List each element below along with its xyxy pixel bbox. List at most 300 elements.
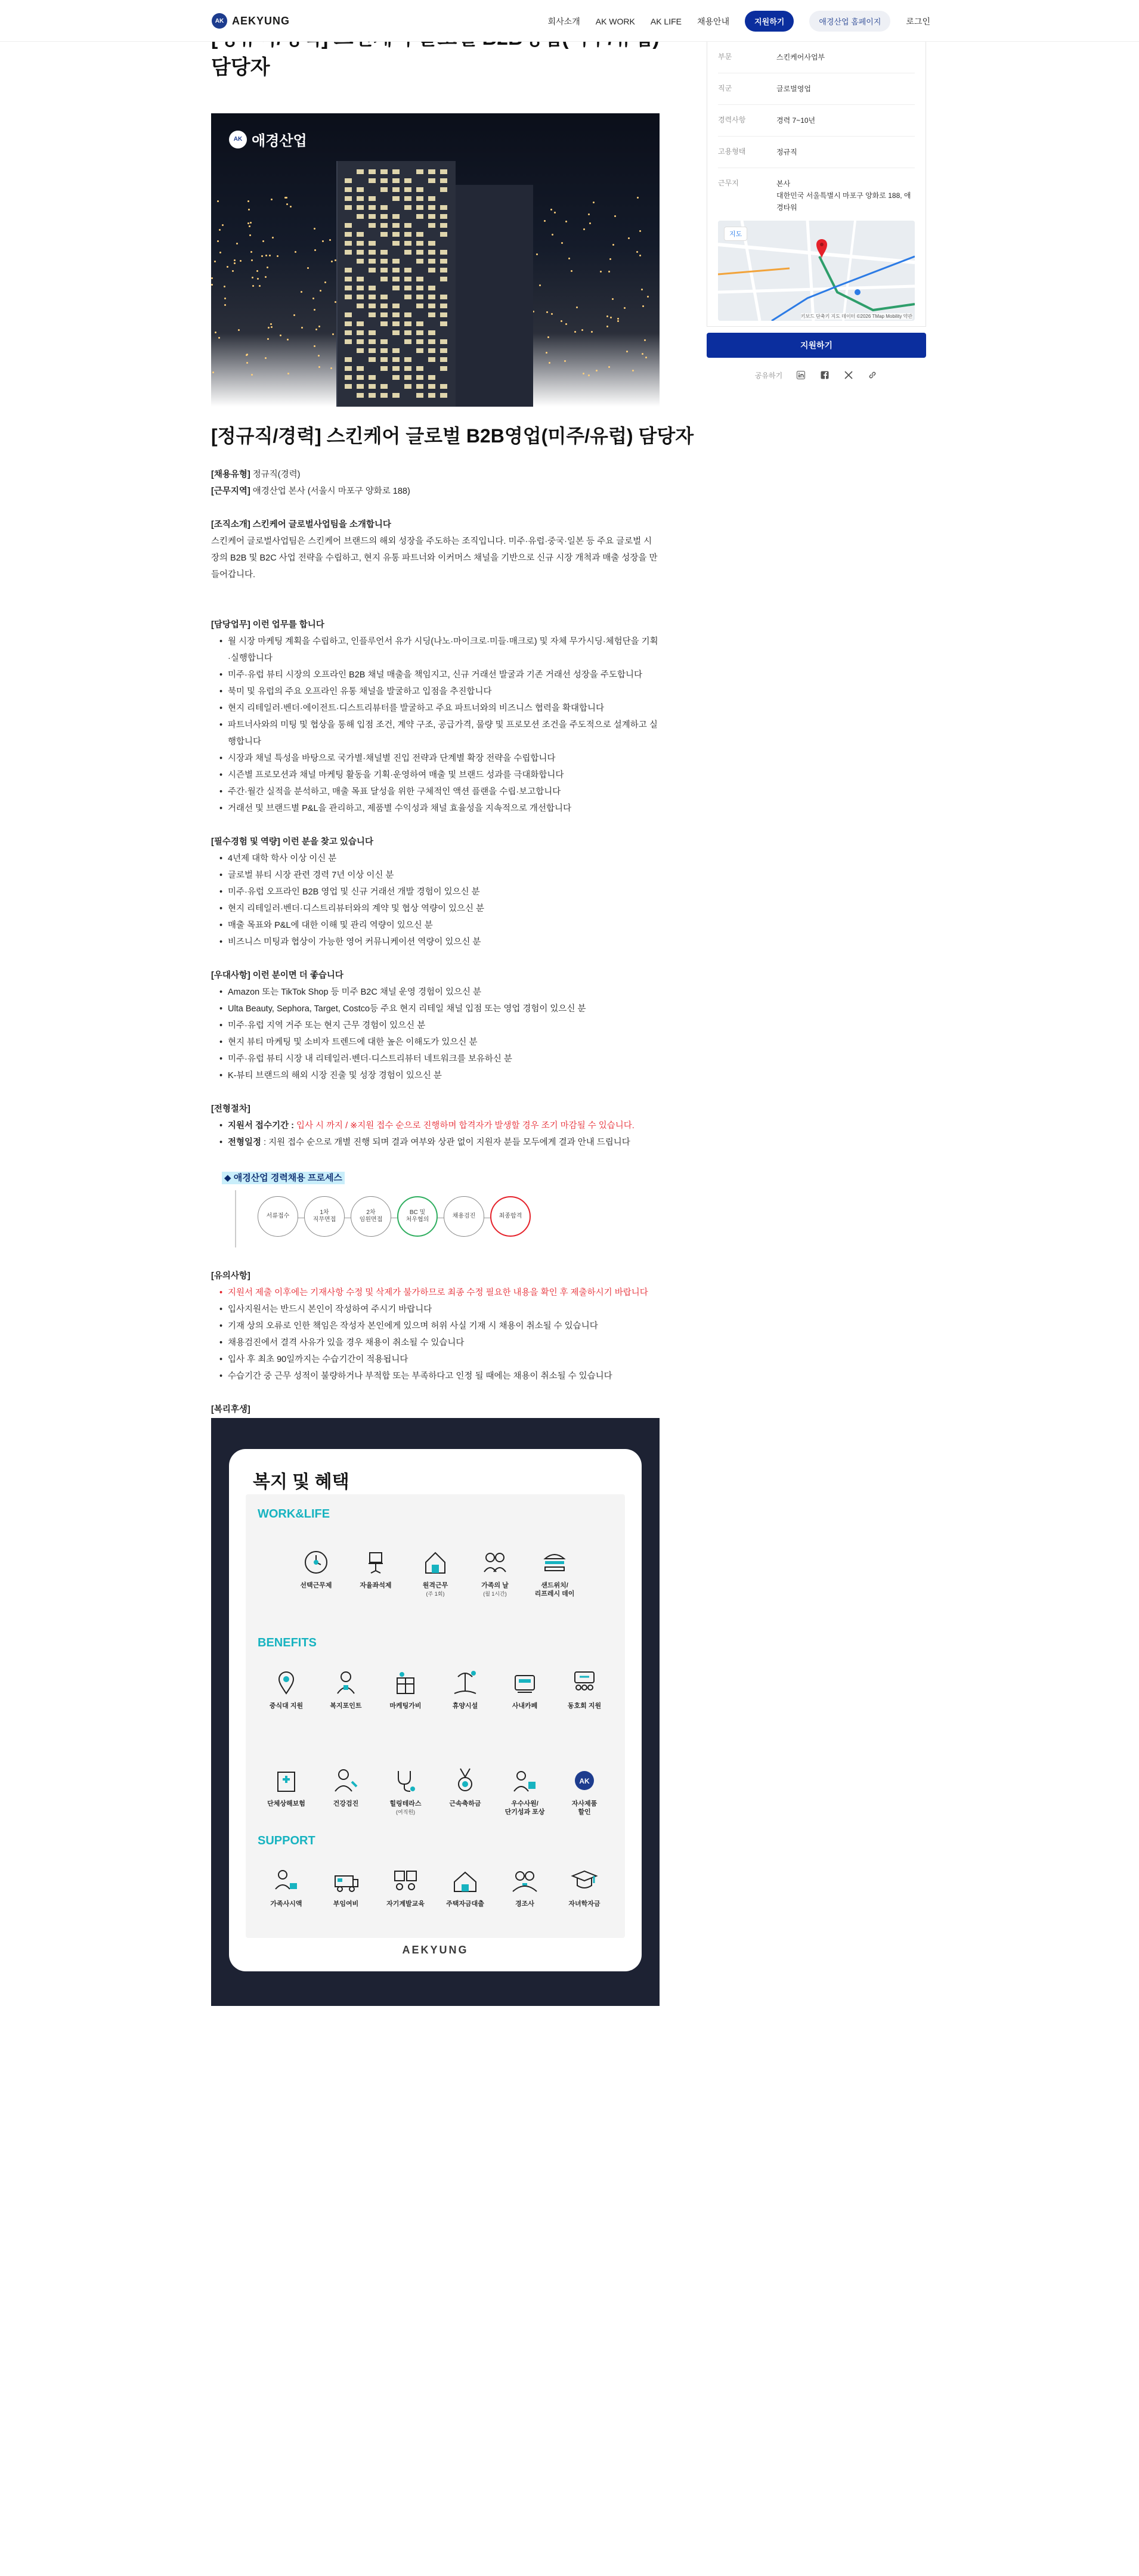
window-light — [380, 393, 388, 398]
street-light — [588, 374, 590, 376]
street-light — [280, 335, 281, 336]
benefit-section-title: WORK&LIFE — [258, 1507, 330, 1521]
apply-button[interactable]: 지원하기 — [707, 333, 926, 358]
window-light — [369, 205, 376, 210]
window-light — [428, 375, 435, 380]
street-light — [238, 329, 240, 331]
list-item: • 북미 및 유럽의 주요 오프라인 유통 채널을 발굴하고 입점을 추진합니다 — [219, 683, 660, 700]
header-apply-button[interactable]: 지원하기 — [745, 11, 794, 32]
window-light — [345, 330, 352, 335]
street-light — [608, 366, 610, 368]
window-light — [440, 277, 447, 281]
schedule-label: 전형일정 — [228, 1138, 262, 1147]
home-loan-icon — [450, 1865, 481, 1896]
club-icon — [569, 1667, 600, 1698]
street-light — [224, 298, 226, 299]
window-light — [440, 205, 447, 210]
street-light — [250, 251, 252, 253]
window-light — [404, 178, 411, 183]
window-light — [428, 357, 435, 362]
benefit-item — [559, 1765, 609, 1816]
house-icon — [420, 1547, 451, 1578]
req-list — [211, 850, 660, 950]
summary-row: 경력사항 경력 7~10년 — [718, 105, 915, 137]
duties-list — [211, 633, 660, 817]
sandwich-icon — [539, 1547, 570, 1578]
window-light — [440, 393, 447, 398]
window-light — [357, 286, 364, 290]
benefit-sublabel: (주 1회) — [426, 1591, 445, 1597]
benefit-item — [440, 1765, 490, 1816]
street-light — [591, 331, 593, 333]
window-light — [380, 187, 388, 192]
window-light — [357, 393, 364, 398]
window-light — [380, 268, 388, 273]
benefit-label: 원격근무 — [422, 1582, 448, 1589]
list-item: • 입사지원서는 반드시 본인이 작성하여 주시기 바랍니다 — [219, 1301, 660, 1318]
benefit-item — [380, 1667, 431, 1710]
street-light — [600, 271, 602, 273]
street-light — [269, 255, 271, 256]
list-item: • 글로벌 뷰티 시장 관련 경력 7년 이상 이신 분 — [219, 867, 660, 884]
share-label: 공유하기 — [754, 371, 783, 380]
window-light — [404, 330, 411, 335]
duties-title: [담당업무] 이런 업무를 합니다 — [211, 620, 324, 630]
window-light — [416, 259, 423, 264]
window-light — [345, 277, 352, 281]
benefit-label: 근속축하금 — [449, 1800, 481, 1807]
benefit-item — [530, 1547, 580, 1598]
window-light — [416, 339, 423, 344]
list-item: • 입사 후 최초 90일까지는 수습기간이 적용됩니다 — [219, 1351, 660, 1368]
street-light — [234, 262, 236, 264]
street-light — [606, 326, 608, 327]
street-light — [270, 323, 272, 325]
street-light — [639, 230, 641, 232]
benefit-section-title: BENEFITS — [258, 1636, 317, 1649]
benefit-item — [291, 1547, 341, 1598]
window-light — [369, 259, 376, 264]
street-light — [565, 221, 567, 222]
street-light — [293, 314, 295, 316]
street-light — [246, 362, 248, 364]
street-light — [644, 339, 646, 341]
logo[interactable] — [212, 13, 290, 29]
street-light — [211, 277, 213, 279]
window-light — [345, 223, 352, 228]
street-light — [583, 373, 584, 374]
window-light — [392, 393, 400, 398]
benefit-label: 복지포인트 — [330, 1702, 362, 1710]
logo-mark-icon: AK — [212, 13, 227, 29]
window-light — [357, 241, 364, 246]
street-light — [211, 284, 213, 286]
window-light — [404, 205, 411, 210]
window-light — [392, 375, 400, 380]
window-light — [369, 339, 376, 344]
process-info — [211, 1117, 660, 1151]
window-light — [380, 339, 388, 344]
benefit-label: 가족사시액 — [270, 1900, 302, 1908]
window-light — [428, 286, 435, 290]
window-light — [416, 348, 423, 353]
window-light — [380, 366, 388, 371]
process-step: BC 및 처우협의 — [397, 1196, 438, 1237]
window-light — [404, 339, 411, 344]
window-light — [357, 330, 364, 335]
street-light — [614, 215, 616, 217]
window-light — [428, 259, 435, 264]
window-light — [440, 169, 447, 174]
street-light — [219, 229, 221, 231]
window-light — [416, 241, 423, 246]
bus-icon — [330, 1865, 361, 1896]
window-light — [369, 357, 376, 362]
street-light — [550, 209, 552, 210]
street-light — [271, 199, 273, 200]
benefit-item — [380, 1865, 431, 1908]
street-light — [552, 234, 553, 236]
window-light — [404, 187, 411, 192]
window-light — [357, 259, 364, 264]
street-light — [565, 323, 567, 325]
street-light — [262, 240, 264, 242]
window-light — [440, 295, 447, 299]
list-item: • 현지 뷰티 마케팅 및 소비자 트렌드에 대한 높은 이해도가 있으신 분 — [219, 1034, 660, 1051]
window-light — [357, 187, 364, 192]
street-light — [227, 266, 228, 268]
street-light — [318, 326, 320, 327]
street-light — [248, 209, 250, 210]
benefit-label: 경조사 — [515, 1900, 534, 1908]
nav-ak-work[interactable]: AK WORK — [595, 16, 635, 26]
benefit-label: 선택근무제 — [300, 1582, 332, 1589]
window-light — [380, 232, 388, 237]
clock-icon — [301, 1547, 332, 1578]
street-light — [217, 240, 219, 242]
window-light — [416, 196, 423, 201]
street-light — [250, 222, 252, 224]
street-light — [639, 255, 641, 256]
window-light — [380, 321, 388, 326]
street-light — [624, 307, 626, 309]
window-light — [392, 268, 400, 273]
window-light — [357, 384, 364, 389]
street-light — [232, 270, 234, 272]
window-light — [428, 196, 435, 201]
window-light — [369, 250, 376, 255]
benefit-item — [321, 1667, 371, 1710]
link-icon[interactable] — [867, 370, 878, 380]
process-step: 채용검진 — [444, 1196, 484, 1237]
window-light — [380, 178, 388, 183]
benefits-panel — [246, 1494, 625, 1938]
family-support-icon — [271, 1865, 302, 1896]
benefit-row — [246, 1865, 625, 1908]
list-item: • 지원서 제출 이후에는 기재사항 수정 및 삭제가 불가하므로 최종 수정 필요한 내용을 확인 후 제출하시기 바랍니다 — [219, 1284, 660, 1301]
street-light — [642, 305, 644, 307]
window-light — [404, 241, 411, 246]
window-light — [416, 286, 423, 290]
job-description — [211, 466, 660, 1151]
type-value: 정규직(경력) — [252, 470, 301, 479]
window-light — [369, 268, 376, 273]
street-light — [551, 313, 553, 315]
nav-ak-life[interactable]: AK LIFE — [650, 16, 682, 26]
window-light — [440, 384, 447, 389]
window-light — [416, 375, 423, 380]
benefit-item — [500, 1667, 550, 1710]
window-light — [345, 339, 352, 344]
notice-section — [211, 1268, 660, 1418]
benefit-label: 부임여비 — [333, 1900, 359, 1908]
street-light — [271, 326, 273, 328]
window-light — [369, 178, 376, 183]
window-light — [357, 295, 364, 299]
window-light — [345, 321, 352, 326]
tower-shape — [336, 161, 456, 407]
nav-recruit[interactable]: 채용안내 — [697, 16, 730, 26]
benefit-item — [559, 1667, 609, 1710]
list-item: • 미주·유럽 지역 거주 또는 현지 근무 경험이 있으신 분 — [219, 1017, 660, 1034]
window-light — [380, 277, 388, 281]
process-step: 최종합격 — [490, 1196, 531, 1237]
benefit-label: 마케팅가비 — [389, 1702, 422, 1710]
window-light — [428, 178, 435, 183]
street-light — [265, 276, 267, 278]
benefit-label: 자사제품 할인 — [571, 1800, 598, 1816]
cafe-icon — [509, 1667, 540, 1698]
summary-row: 고용형태 정규직 — [718, 137, 915, 168]
linkedin-icon[interactable] — [796, 370, 806, 380]
job-title: [정규직/경력] 스킨케어 글로벌 B2B영업(미주/유럽) 담당자 — [211, 425, 694, 447]
list-item: • 월 시장 마케팅 계획을 수립하고, 인플루언서 유가 시딩(나노·마이크로·미들·매크로) 및 자체 무가시딩·체험단을 기획·실행합니다 — [219, 633, 660, 667]
street-light — [240, 260, 242, 262]
street-light — [583, 228, 585, 230]
window-light — [345, 196, 352, 201]
window-light — [428, 214, 435, 219]
window-light — [440, 321, 447, 326]
window-light — [416, 304, 423, 308]
x-icon[interactable] — [843, 370, 854, 380]
window-light — [357, 304, 364, 308]
street-light — [257, 278, 259, 280]
list-item: • 주간·월간 실적을 분석하고, 매출 목표 달성을 위한 구체적인 액션 플랜을 수립·보고합니다 — [219, 784, 660, 800]
window-light — [357, 169, 364, 174]
window-light — [357, 214, 364, 219]
window-light — [345, 295, 352, 299]
street-light — [212, 371, 214, 373]
list-item: • 미주·유럽 뷰티 시장 내 리테일러·벤더·디스트리뷰터 네트워크를 보유하신 분 — [219, 1051, 660, 1067]
window-light — [380, 384, 388, 389]
window-light — [392, 169, 400, 174]
window-light — [392, 187, 400, 192]
street-light — [612, 244, 614, 246]
benefit-item — [261, 1865, 311, 1908]
street-light — [617, 318, 619, 320]
window-light — [392, 366, 400, 371]
benefit-sublabel: (월 1시간) — [483, 1591, 507, 1597]
street-light — [217, 200, 219, 202]
street-light — [314, 309, 315, 311]
window-light — [357, 366, 364, 371]
process-step: 2차 임원면접 — [351, 1196, 391, 1237]
benefit-item — [380, 1765, 431, 1816]
street-light — [219, 252, 221, 253]
insurance-icon — [271, 1765, 302, 1796]
stethoscope-icon — [390, 1765, 421, 1796]
window-light — [369, 312, 376, 317]
site-header — [0, 0, 1139, 42]
street-light — [331, 261, 333, 262]
notice-list — [211, 1284, 660, 1385]
street-light — [564, 360, 566, 362]
hero-logo — [229, 129, 307, 150]
street-light — [314, 345, 315, 347]
window-light — [428, 169, 435, 174]
street-light — [272, 237, 274, 239]
street-light — [554, 212, 556, 213]
window-light — [416, 295, 423, 299]
window-light — [428, 241, 435, 246]
window-light — [404, 321, 411, 326]
street-light — [330, 367, 332, 369]
street-light — [322, 240, 324, 242]
street-light — [256, 270, 258, 272]
window-light — [345, 366, 352, 371]
window-light — [380, 250, 388, 255]
window-light — [440, 223, 447, 228]
street-light — [267, 338, 269, 340]
window-light — [345, 357, 352, 362]
window-light — [404, 277, 411, 281]
street-light — [539, 284, 541, 286]
street-light — [314, 228, 315, 230]
street-light — [561, 320, 562, 322]
graduate-icon — [569, 1865, 600, 1896]
window-light — [357, 250, 364, 255]
window-light — [440, 366, 447, 371]
window-light — [345, 232, 352, 237]
map-view-button[interactable]: 지도 — [724, 227, 747, 241]
street-light — [596, 370, 598, 371]
window-light — [345, 205, 352, 210]
street-light — [267, 267, 268, 268]
list-item: • 미주·유럽 뷰티 시장의 오프라인 B2B 채널 매출을 책임지고, 신규 거래선 발굴과 기존 거래선 성장을 주도합니다 — [219, 667, 660, 683]
window-light — [392, 312, 400, 317]
window-light — [380, 259, 388, 264]
window-light — [369, 348, 376, 353]
benefit-row — [246, 1547, 625, 1598]
list-item: • 매출 목표와 P&L에 대한 이해 및 관리 역량이 있으신 분 — [219, 917, 660, 934]
street-light — [610, 317, 612, 318]
window-light — [392, 223, 400, 228]
location-map[interactable] — [718, 221, 915, 321]
list-item: • 현지 리테일러·벤더·디스트리뷰터와의 계약 및 협상 역량이 있으신 분 — [219, 900, 660, 917]
window-light — [392, 330, 400, 335]
period-item — [219, 1117, 660, 1134]
street-light — [218, 337, 220, 339]
window-light — [392, 178, 400, 183]
window-light — [369, 214, 376, 219]
street-light — [642, 353, 643, 355]
window-light — [345, 312, 352, 317]
street-light — [287, 339, 289, 340]
chair-icon — [360, 1547, 391, 1578]
building-shape — [450, 185, 533, 407]
street-light — [547, 336, 549, 338]
pref-title: [우대사항] 이런 분이면 더 좋습니다 — [211, 971, 343, 980]
process-step: 1차 직무면접 — [304, 1196, 345, 1237]
location-value: 애경산업 본사 (서울시 마포구 양화로 188) — [252, 487, 410, 496]
window-light — [369, 295, 376, 299]
benefit-item — [440, 1865, 490, 1908]
street-light — [632, 370, 634, 371]
window-light — [404, 250, 411, 255]
window-light — [369, 384, 376, 389]
benefit-label: 단체상해보험 — [267, 1800, 305, 1807]
product-icon — [569, 1765, 600, 1796]
street-light — [641, 289, 643, 290]
benefits-card — [229, 1449, 642, 1971]
street-light — [259, 285, 261, 287]
street-light — [561, 242, 563, 244]
window-light — [357, 375, 364, 380]
type-label: [채용유형] — [211, 470, 250, 479]
window-light — [404, 357, 411, 362]
benefit-label: 중식대 지원 — [269, 1702, 304, 1710]
process-step: 서류접수 — [258, 1196, 298, 1237]
login-link[interactable]: 로그인 — [906, 16, 930, 26]
window-light — [369, 223, 376, 228]
nav-company[interactable]: 회사소개 — [547, 16, 580, 26]
window-light — [357, 277, 364, 281]
window-light — [392, 196, 400, 201]
window-light — [416, 214, 423, 219]
window-light — [416, 169, 423, 174]
window-light — [369, 286, 376, 290]
street-light — [332, 333, 334, 335]
homepage-link[interactable]: 애경산업 홈페이지 — [809, 11, 890, 32]
street-light — [315, 329, 317, 330]
period-value: 입사 시 까지 / ※지원 접수 순으로 진행하며 합격자가 발생할 경우 조기 마감될 수 있습니다. — [296, 1121, 635, 1131]
logo-text: AEKYUNG — [232, 14, 290, 27]
window-light — [380, 312, 388, 317]
window-light — [392, 357, 400, 362]
benefit-label: 주택자금대출 — [446, 1900, 484, 1908]
window-light — [428, 304, 435, 308]
window-light — [416, 187, 423, 192]
benefit-section-title: SUPPORT — [258, 1834, 315, 1847]
window-light — [369, 330, 376, 335]
beach-icon — [450, 1667, 481, 1698]
svg-text:AK: AK — [579, 1777, 590, 1785]
doctor-icon — [330, 1765, 361, 1796]
map-credit: 키보드 단축키 지도 데이터 ©2026 TMap Mobility 약관 — [800, 314, 912, 319]
facebook-icon[interactable] — [819, 370, 830, 380]
window-light — [369, 196, 376, 201]
window-light — [428, 205, 435, 210]
street-light — [606, 315, 608, 317]
benefit-label: 건강검진 — [333, 1800, 359, 1807]
window-light — [440, 268, 447, 273]
street-light — [268, 327, 270, 329]
street-light — [576, 306, 578, 308]
window-light — [369, 169, 376, 174]
window-light — [345, 268, 352, 273]
pref-list — [211, 984, 660, 1084]
window-light — [440, 250, 447, 255]
